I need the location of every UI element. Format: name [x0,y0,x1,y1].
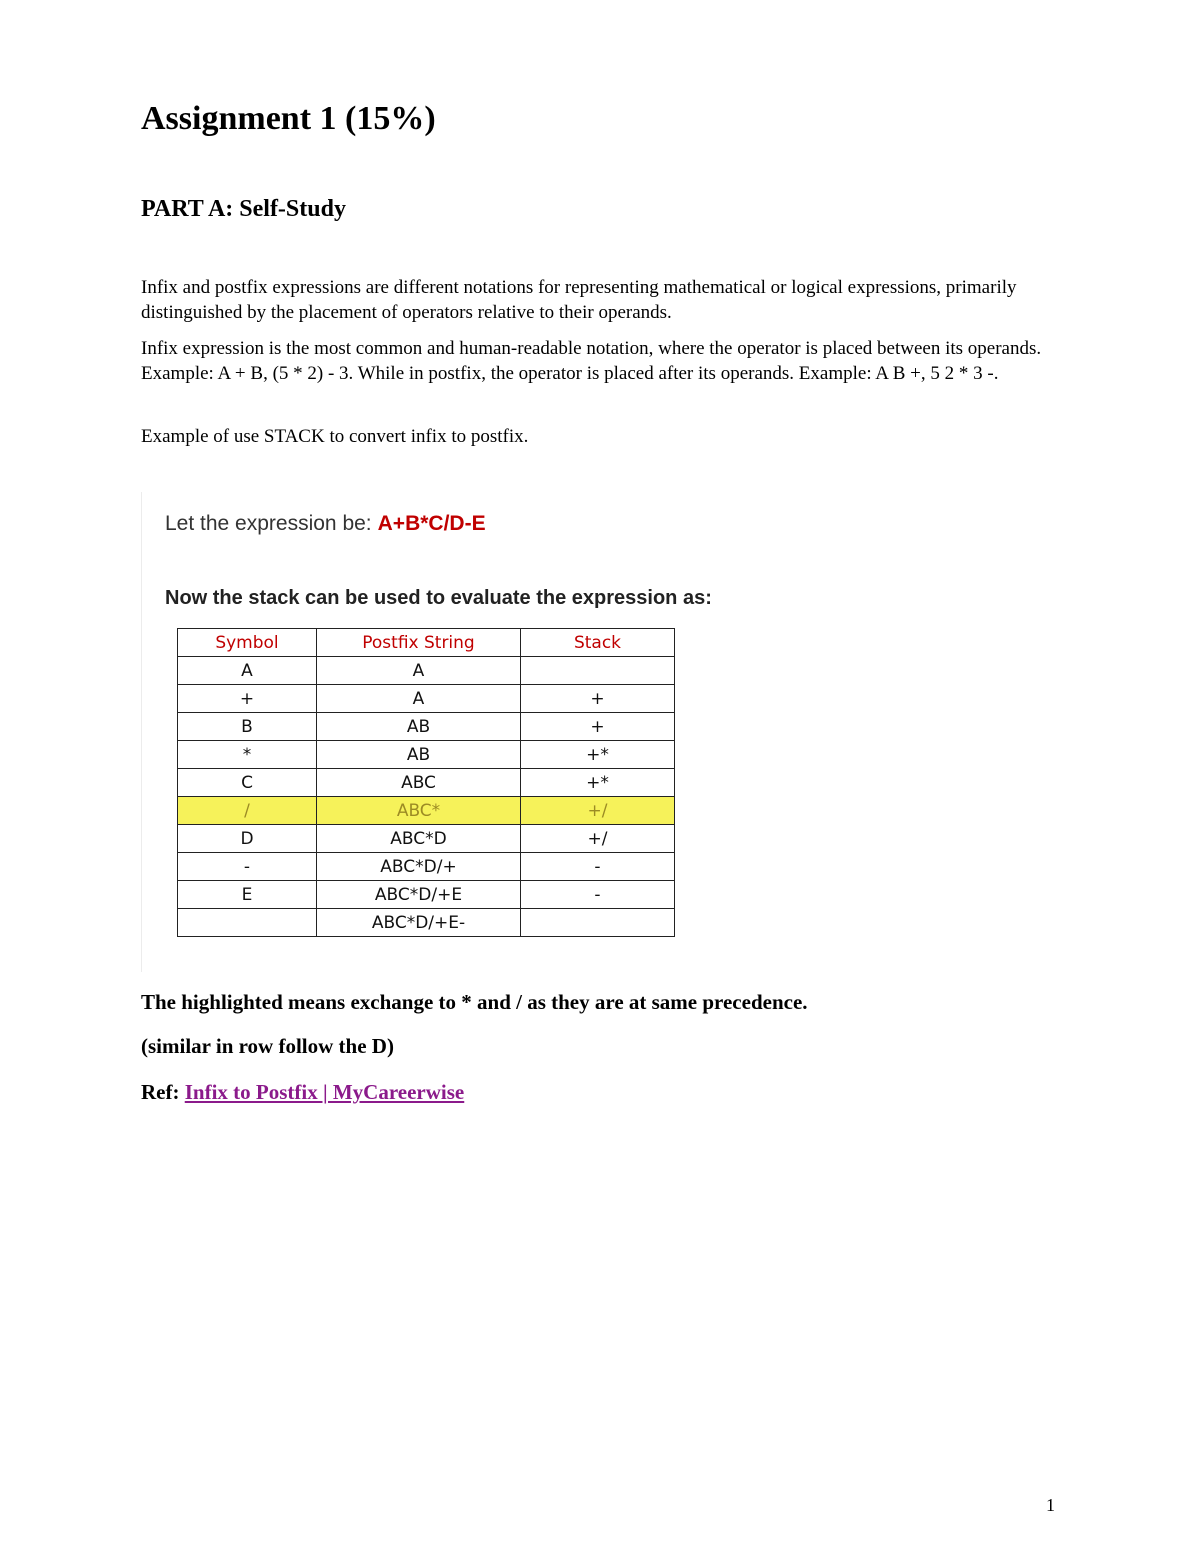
table-row [178,825,675,853]
paragraph-example: Example of use STACK to convert infix to postfix. [141,426,529,447]
cell-symbol: D [178,825,317,853]
cell-postfix: ABC*D/+E- [317,909,521,937]
cell-postfix: A [317,685,521,713]
cell-symbol: C [178,769,317,797]
paragraph-intro: Infix and postfix expressions are different notations for representing mathematical or logical expressions, primarily distinguished by the placement of operators relative to their operands. [141,277,1017,323]
conversion-figure [141,492,712,972]
reference-label: Ref: [141,1080,180,1104]
column-header-stack: Stack [521,629,675,657]
cell-postfix: ABC [317,769,521,797]
table-row [178,797,675,825]
cell-symbol: / [178,797,317,825]
reference-line [141,1078,464,1106]
cell-symbol: B [178,713,317,741]
cell-postfix: ABC*D/+E [317,881,521,909]
cell-symbol: E [178,881,317,909]
part-heading: PART A: Self-Study [141,196,346,222]
table-row [178,741,675,769]
table-row [178,657,675,685]
expression-value: A+B*C/D-E [377,512,486,535]
cell-symbol: * [178,741,317,769]
cell-postfix: ABC*D [317,825,521,853]
cell-stack: +/ [521,825,675,853]
highlight-note: The highlighted means exchange to * and / as they are at same precedence. [141,990,808,1014]
cell-postfix: ABC*D/+ [317,853,521,881]
cell-stack: + [521,685,675,713]
cell-postfix: A [317,657,521,685]
page-title: Assignment 1 (15%) [141,100,436,137]
similar-note: (similar in row follow the D) [141,1034,394,1058]
cell-postfix: AB [317,713,521,741]
cell-stack: + [521,713,675,741]
table-row [178,713,675,741]
cell-symbol: A [178,657,317,685]
paragraph-infix: Infix expression is the most common and human-readable notation, where the operator is placed between its operands. Example: A + B, (5 * 2) - 3. While in postfix, the operator is placed after its operands. Example: A B +, 5 2 * 3 -. [141,338,1042,384]
reference-link[interactable]: Infix to Postfix | MyCareerwise [184,1080,465,1104]
column-header-symbol: Symbol [178,629,317,657]
table-row [178,769,675,797]
cell-symbol: + [178,685,317,713]
page-number: 1 [1046,1495,1055,1515]
stack-caption: Now the stack can be used to evaluate the expression as: [165,587,712,609]
cell-symbol: - [178,853,317,881]
cell-stack: - [521,853,675,881]
cell-stack: - [521,881,675,909]
column-header-postfix: Postfix String [317,629,521,657]
cell-stack: +/ [521,797,675,825]
expression-label: Let the expression be: [165,512,372,535]
cell-stack [521,909,675,937]
table-row [178,853,675,881]
cell-postfix: ABC* [317,797,521,825]
cell-stack: +* [521,741,675,769]
cell-stack: +* [521,769,675,797]
table-row [178,881,675,909]
stack-table [177,628,675,937]
table-row [178,685,675,713]
cell-postfix: AB [317,741,521,769]
table-row [178,909,675,937]
expression-line [165,512,486,536]
cell-symbol [178,909,317,937]
table-header-row [178,629,675,657]
cell-stack [521,657,675,685]
table-body [178,657,675,937]
